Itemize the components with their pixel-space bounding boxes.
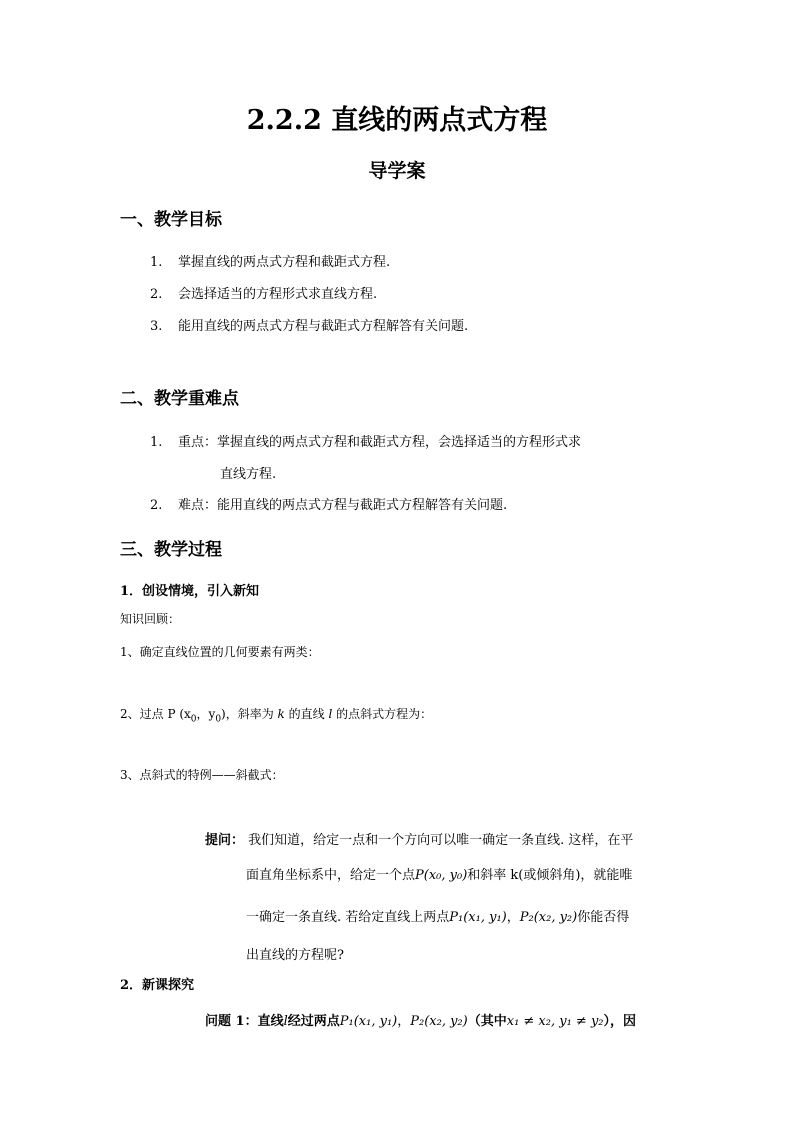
section-heading-process: 三、教学过程: [120, 540, 222, 560]
list-item-continuation: 直线方程.: [220, 467, 277, 482]
text-run: 你能否得: [577, 910, 630, 925]
math-expression: P₁(x₁, y₁): [449, 910, 507, 925]
list-item: [150, 315, 468, 334]
list-item-number: 2.: [150, 287, 163, 302]
math-expression: x₁ ≠ x₂, y₁ ≠ y₂: [506, 1014, 604, 1029]
math-expression: P(x₀, y₀): [415, 868, 468, 883]
text-run: ，: [397, 1014, 411, 1029]
ask-paragraph-line: [246, 864, 632, 883]
ask-paragraph-line: 出直线的方程呢?: [246, 948, 344, 963]
subscript: 0: [190, 714, 197, 725]
ask-paragraph-line: [205, 829, 633, 848]
subsection-heading: 2．新课探究: [120, 978, 195, 993]
text-run: 我们知道，给定一点和一个方向可以唯一确定一条直线. 这样，在平: [248, 833, 634, 848]
text-run: 和斜率 k(或倾斜角)，就能唯: [467, 868, 633, 883]
subscript: 0: [215, 714, 222, 725]
text-run: （其中: [467, 1014, 507, 1029]
math-expression: P₂(x₂, y₂): [410, 1014, 468, 1029]
text-run: ，: [506, 910, 520, 925]
document-title: 2.2.2 直线的两点式方程: [246, 105, 548, 136]
list-item-number: 1.: [150, 255, 163, 270]
text-run: ），因: [603, 1014, 637, 1029]
problem-line: [205, 1010, 636, 1029]
math-expression: P₂(x₂, y₂): [519, 910, 578, 925]
review-label: 知识回顾：: [120, 612, 181, 626]
text-run: 面直角坐标系中，给定一个点: [246, 868, 416, 883]
text-run: 一确定一条直线. 若给定直线上两点: [246, 910, 450, 925]
list-item-text: 会选择适当的方程形式求直线方程.: [178, 287, 378, 302]
subsection-heading: 1．创设情境，引入新知: [120, 584, 260, 599]
section-heading-key-points: 二、教学重难点: [120, 389, 239, 409]
review-question: 3、点斜式的特例——斜截式：: [120, 768, 284, 782]
list-item-text: 重点：掌握直线的两点式方程和截距式方程，会选择适当的方程形式求: [178, 435, 582, 450]
list-item: [150, 494, 507, 513]
text-run: 经过两点: [287, 1014, 340, 1029]
list-item: [150, 251, 390, 270]
review-question: 1、确定直线位置的几何要素有两类：: [120, 645, 320, 659]
math-expression: P₁(x₁, y₁): [339, 1014, 398, 1029]
math-variable: k: [277, 707, 285, 721]
review-question: [120, 705, 432, 724]
text-run: 的直线: [284, 707, 329, 721]
math-variable: l: [283, 1014, 288, 1029]
text-run: ，y: [196, 707, 216, 721]
list-item-text: 掌握直线的两点式方程和截距式方程.: [178, 255, 391, 270]
ask-label: 提问：: [205, 833, 245, 848]
text-run: 2、过点 P (x: [120, 707, 191, 721]
list-item: [150, 283, 377, 302]
text-run: 问题 1：直线: [205, 1014, 284, 1029]
list-item-number: 3.: [150, 319, 163, 334]
ask-paragraph-line: [246, 906, 629, 925]
math-variable: l: [328, 707, 333, 721]
document-subtitle: 导学案: [368, 160, 426, 182]
list-item-number: 1.: [150, 435, 163, 450]
text-run: 的点斜式方程为：: [332, 707, 433, 721]
text-run: )，斜率为: [221, 707, 278, 721]
section-heading-objectives: 一、教学目标: [120, 210, 222, 230]
list-item-text: 难点：能用直线的两点式方程与截距式方程解答有关问题.: [178, 498, 508, 513]
list-item: [150, 431, 581, 450]
list-item-text: 能用直线的两点式方程与截距式方程解答有关问题.: [178, 319, 469, 334]
list-item-number: 2.: [150, 498, 163, 513]
